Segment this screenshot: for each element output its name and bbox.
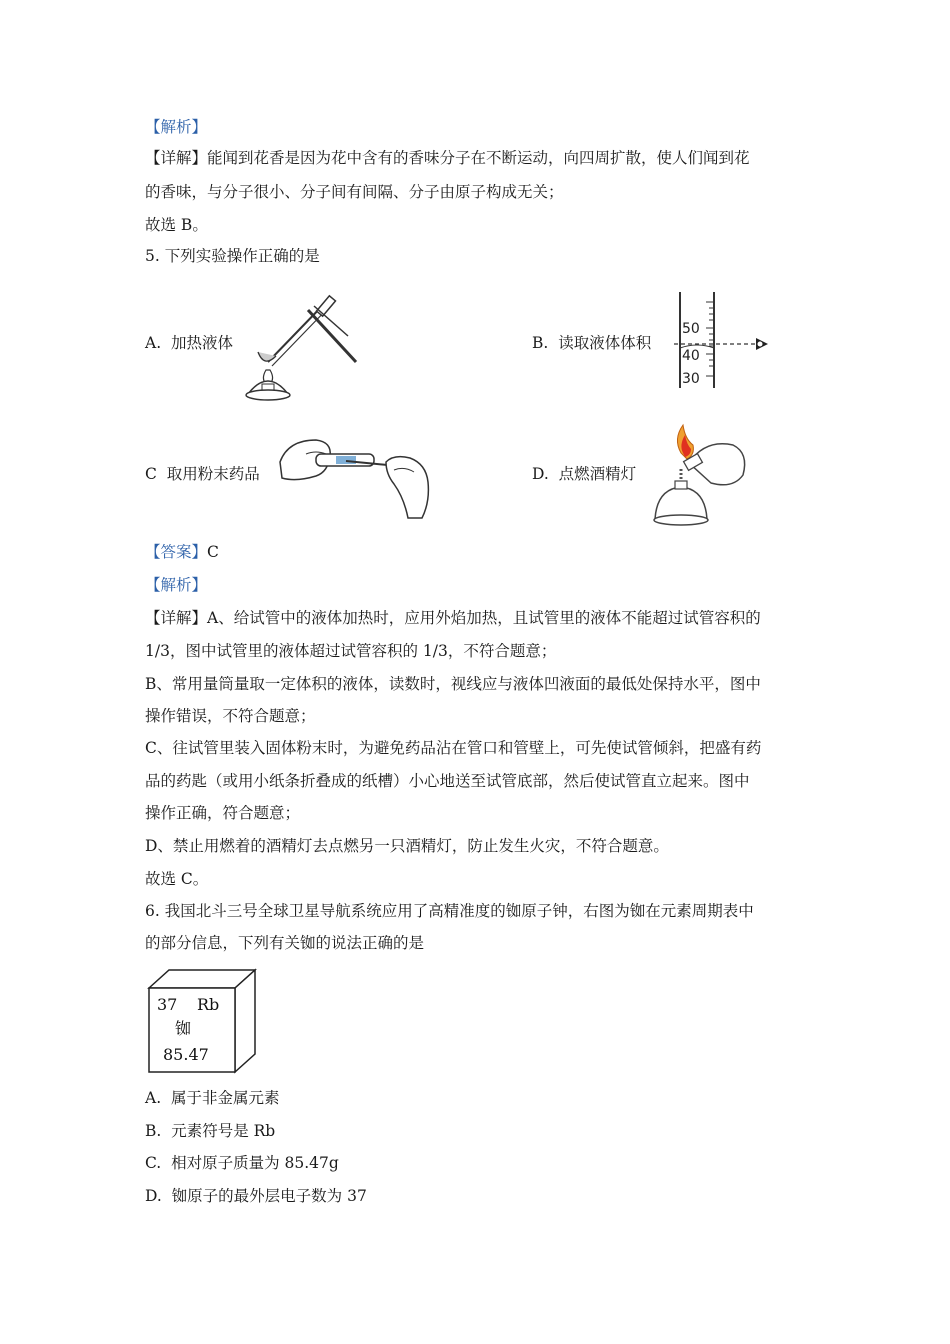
tick-label: 30 [682, 371, 700, 387]
option-key: B. [145, 1122, 162, 1140]
q5-option-d [532, 463, 636, 485]
detail-label: 【详解】 [145, 609, 208, 627]
tick-label: 40 [682, 348, 700, 364]
detail-label: 【详解】 [145, 149, 208, 167]
q5-stem: 5. 下列实验操作正确的是 [145, 247, 320, 265]
q5-detail-line-3: B、常用量筒量取一定体积的液体，读数时，视线应与液体凹液面的最低处保持水平，图中 [145, 675, 761, 693]
q5-option-c [145, 463, 260, 485]
q5-detail-line-4: 操作错误，不符合题意； [145, 707, 316, 725]
lighting-lamp-figure [645, 423, 755, 531]
option-text: 点燃酒精灯 [558, 465, 637, 483]
option-key: C [145, 465, 157, 483]
q5-detail-line-2: 1/3，图中试管里的液体超过试管容积的 1/3，不符合题意； [145, 642, 557, 660]
graduated-cylinder-figure [672, 290, 782, 390]
q5-detail-line-8: D、禁止用燃着的酒精灯去点燃另一只酒精灯，防止发生火灾，不符合题意。 [145, 837, 669, 855]
q5-conclusion: 故选 C。 [145, 870, 209, 888]
atomic-mass: 85.47 [163, 1045, 209, 1064]
q4-conclusion: 故选 B。 [145, 216, 208, 234]
q6-option-d [145, 1185, 367, 1207]
q4-detail-line-1 [145, 147, 750, 169]
powder-spoon-figure [276, 432, 446, 522]
q6-stem-line-2: 的部分信息，下列有关铷的说法正确的是 [145, 934, 425, 952]
atomic-number: 37 [157, 995, 178, 1014]
option-text: 取用粉末药品 [166, 465, 260, 483]
q6-option-c [145, 1152, 339, 1174]
option-text: 读取液体体积 [558, 334, 652, 352]
option-key: A. [145, 1089, 162, 1107]
q5-detail-line-7: 操作正确，符合题意； [145, 804, 301, 822]
q5-analysis-label: 【解析】 [145, 576, 208, 594]
option-text: 加热液体 [170, 334, 233, 352]
option-text: 元素符号是 Rb [171, 1122, 276, 1140]
option-key: A. [145, 334, 162, 352]
q5-detail-line-6: 品的药匙（或用小纸条折叠成的纸槽）小心地送至试管底部，然后使试管直立起来。图中 [145, 772, 750, 790]
option-key: C. [145, 1154, 162, 1172]
analysis-label: 【解析】 [145, 118, 208, 136]
heating-liquid-figure [238, 290, 363, 405]
option-key: B. [532, 334, 549, 352]
q6-stem-line-1: 6. 我国北斗三号全球卫星导航系统应用了高精准度的铷原子钟，右图为铷在元素周期表中 [145, 902, 754, 920]
tick-label: 50 [682, 321, 700, 337]
element-symbol: Rb [197, 995, 220, 1014]
option-key: D. [532, 465, 549, 483]
detail-text: 能闻到花香是因为花中含有的香味分子在不断运动，向四周扩散，使人们闻到花 [207, 149, 750, 167]
q5-option-a [145, 332, 233, 354]
element-name: 铷 [175, 1019, 192, 1038]
q6-option-b [145, 1120, 275, 1142]
option-text: 相对原子质量为 85.47g [171, 1154, 339, 1172]
q5-detail-line-1 [145, 607, 761, 629]
q6-option-a [145, 1087, 280, 1109]
answer-label: 【答案】 [145, 543, 208, 561]
option-text: 属于非金属元素 [170, 1089, 280, 1107]
q5-option-b [532, 332, 651, 354]
q5-detail-line-5: C、往试管里装入固体粉末时，为避免药品沾在管口和管壁上，可先使试管倾斜，把盛有药 [145, 739, 762, 757]
answer-value: C [207, 543, 219, 561]
detail-text: A、给试管中的液体加热时，应用外焰加热，且试管里的液体不能超过试管容积的 [207, 609, 761, 627]
option-key: D. [145, 1187, 162, 1205]
q4-detail-line-2: 的香味，与分子很小、分子间有间隔、分子由原子构成无关； [145, 183, 564, 201]
element-card [145, 966, 260, 1076]
q5-answer-line [145, 541, 219, 563]
option-text: 铷原子的最外层电子数为 37 [171, 1187, 367, 1205]
